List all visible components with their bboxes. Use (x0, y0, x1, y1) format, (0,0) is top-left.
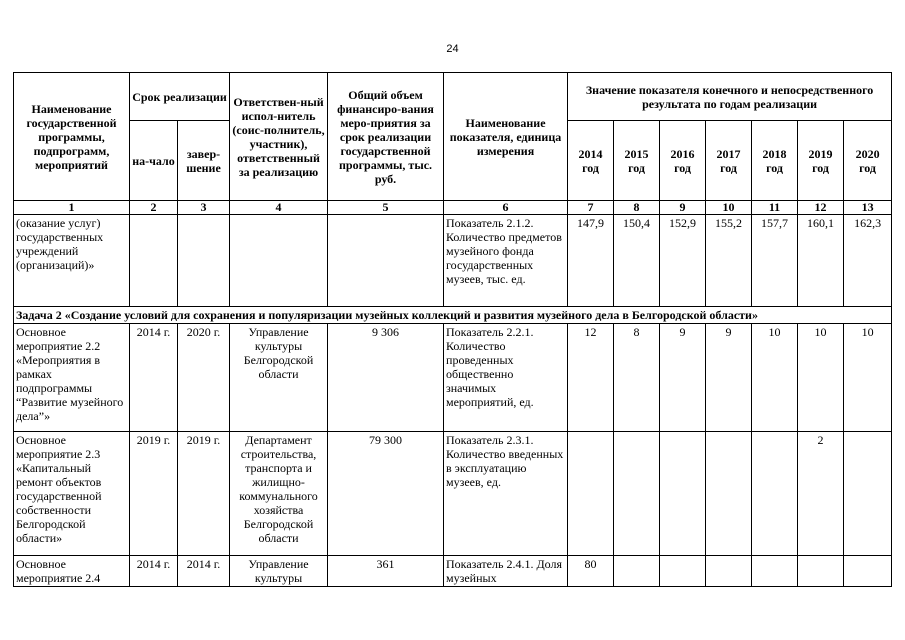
cell-funding: 361 (328, 556, 444, 587)
cell-value: 162,3 (844, 215, 892, 307)
col-number: 10 (706, 201, 752, 215)
cell-value: 152,9 (660, 215, 706, 307)
col-header-responsible: Ответствен-ный испол-нитель (соис-полнитель, участник), ответственный за реализацию (230, 73, 328, 201)
cell-responsible: Департамент строительства, транспорта и жилищно-коммунального хозяйства Белгородской области (230, 432, 328, 556)
col-number: 13 (844, 201, 892, 215)
col-header-indicator: Наименование показателя, единица измерения (444, 73, 568, 201)
cell-end (178, 215, 230, 307)
cell-value: 157,7 (752, 215, 798, 307)
col-number: 7 (568, 201, 614, 215)
cell-value (752, 556, 798, 587)
col-header-name: Наименование государственной программы, подпрограмм, мероприятий (14, 73, 130, 201)
col-number: 8 (614, 201, 660, 215)
cell-value (844, 556, 892, 587)
cell-start: 2014 г. (130, 556, 178, 587)
col-header-period: Срок реализации (130, 73, 230, 121)
cell-indicator: Показатель 2.3.1. Количество введенных в эксплуатацию музеев, ед. (444, 432, 568, 556)
col-number: 11 (752, 201, 798, 215)
cell-value (706, 556, 752, 587)
cell-end: 2014 г. (178, 556, 230, 587)
cell-name: Основное мероприятие 2.2 «Мероприятия в рамках подпрограммы “Развитие музейного дела”» (14, 324, 130, 432)
table-row (14, 432, 892, 556)
cell-funding (328, 215, 444, 307)
cell-value (706, 432, 752, 556)
cell-value: 12 (568, 324, 614, 432)
col-number: 5 (328, 201, 444, 215)
program-table (13, 72, 892, 587)
col-header-year: 2017 год (706, 121, 752, 201)
cell-responsible: Управление культуры (230, 556, 328, 587)
cell-value (614, 432, 660, 556)
col-header-funding: Общий объем финансиро-вания меро-приятия за срок реализации государственной программы, тыс. руб. (328, 73, 444, 201)
col-header-start: на-чало (130, 121, 178, 201)
cell-value: 10 (798, 324, 844, 432)
cell-value: 147,9 (568, 215, 614, 307)
cell-value (798, 556, 844, 587)
cell-end: 2019 г. (178, 432, 230, 556)
col-header-year: 2020 год (844, 121, 892, 201)
cell-end: 2020 г. (178, 324, 230, 432)
col-number: 9 (660, 201, 706, 215)
task-heading: Задача 2 «Создание условий для сохранения и популяризации музейных коллекций и развития музейного дела в Белгородской области» (14, 307, 892, 324)
col-header-year: 2018 год (752, 121, 798, 201)
page-number: 24 (446, 43, 459, 55)
cell-indicator: Показатель 2.1.2. Количество предметов музейного фонда государственных музеев, тыс. ед. (444, 215, 568, 307)
cell-value (614, 556, 660, 587)
cell-start (130, 215, 178, 307)
cell-value: 9 (706, 324, 752, 432)
cell-value (660, 556, 706, 587)
column-number-row (14, 201, 892, 215)
col-number: 1 (14, 201, 130, 215)
cell-indicator: Показатель 2.4.1. Доля музейных (444, 556, 568, 587)
cell-responsible (230, 215, 328, 307)
col-number: 12 (798, 201, 844, 215)
col-header-end: завер-шение (178, 121, 230, 201)
cell-value: 10 (752, 324, 798, 432)
cell-value (844, 432, 892, 556)
cell-value: 155,2 (706, 215, 752, 307)
cell-value (752, 432, 798, 556)
cell-indicator: Показатель 2.2.1. Количество проведенных общественно значимых мероприятий, ед. (444, 324, 568, 432)
col-header-values-group: Значение показателя конечного и непосредственного результата по годам реализации (568, 73, 892, 121)
cell-name: (оказание услуг) государственных учреждений (организаций)» (14, 215, 130, 307)
cell-value: 80 (568, 556, 614, 587)
cell-start: 2019 г. (130, 432, 178, 556)
col-number: 6 (444, 201, 568, 215)
table-row (14, 215, 892, 307)
cell-funding: 79 300 (328, 432, 444, 556)
col-header-year: 2015 год (614, 121, 660, 201)
cell-value: 160,1 (798, 215, 844, 307)
cell-funding: 9 306 (328, 324, 444, 432)
table-row (14, 324, 892, 432)
task-row (14, 307, 892, 324)
cell-start: 2014 г. (130, 324, 178, 432)
col-number: 2 (130, 201, 178, 215)
header-row-1 (14, 73, 892, 121)
cell-value: 2 (798, 432, 844, 556)
table-row (14, 556, 892, 587)
col-header-year: 2014 год (568, 121, 614, 201)
cell-value: 10 (844, 324, 892, 432)
col-header-year: 2019 год (798, 121, 844, 201)
cell-value: 150,4 (614, 215, 660, 307)
cell-name: Основное мероприятие 2.3 «Капитальный ремонт объектов государственной собственности Белгородской области» (14, 432, 130, 556)
cell-value (660, 432, 706, 556)
cell-value: 8 (614, 324, 660, 432)
col-number: 3 (178, 201, 230, 215)
col-number: 4 (230, 201, 328, 215)
cell-value: 9 (660, 324, 706, 432)
cell-responsible: Управление культуры Белгородской области (230, 324, 328, 432)
col-header-year: 2016 год (660, 121, 706, 201)
cell-name: Основное мероприятие 2.4 (14, 556, 130, 587)
cell-value (568, 432, 614, 556)
